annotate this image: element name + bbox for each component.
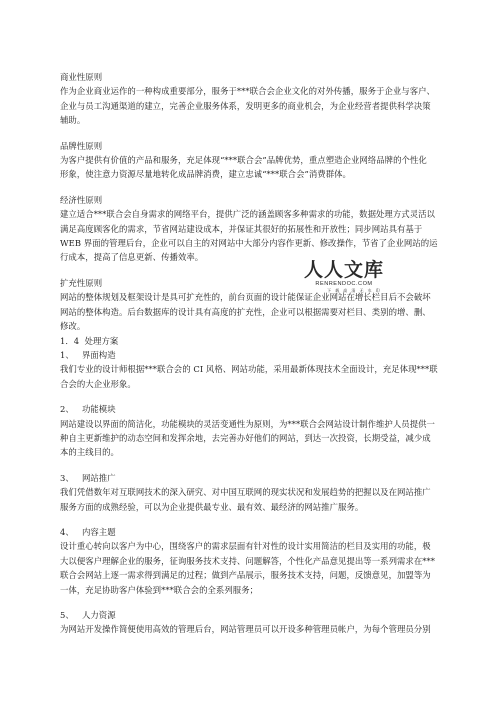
body-line: 为网站开发操作简便使用高效的管理后台，网站管理员可以开设多种管理员帐户，为每个管理员分别 (60, 624, 431, 635)
body-line: 辅助。 (60, 115, 86, 126)
section-heading: 品牌性原则 (60, 140, 103, 151)
section-heading: 商业性原则 (60, 72, 103, 82)
body-line: 作为企业商业运作的一种构成重要部分，服务于***联合会企业文化的对外传播，服务于企业与客户、 (60, 86, 435, 97)
body-line: WEB 界面的管理后台，企业可以自主的对网站中大部分内容作更新、修改操作，节省了企业网站的运 (60, 238, 438, 249)
body-line: 我们凭借数年对互联网技术的深入研究、对中国互联网的现实状况和发展趋势的把握以及在网站推广 (60, 487, 431, 498)
body-line: 建立适合***联合会自身需求的网络平台，提供广泛的涵盖顾客多种需求的功能，数据处理方式灵活以 (60, 209, 435, 220)
body-line: 大以便客户理解企业的服务，征询服务技术支持、问题解答，个性化产品意见提出等一系列需求在*** (60, 555, 435, 566)
section-heading: 经济性原则 (60, 194, 103, 205)
body-line: 网站建设以界面的简洁化，功能模块的灵活变通性为原则，为***联合会网站设计制作维护人员提供一 (60, 418, 435, 429)
body-line: 行成本，提高了信息更新、传播效率。 (60, 252, 204, 263)
watermark-logo (301, 259, 387, 299)
section-heading: 扩充性原则 (60, 277, 103, 288)
body-line: 网站的整体构造。后台数据库的设计具有高度的扩充性，企业可以根据需要对栏目、类别的增、删、 (60, 306, 431, 317)
body-line: 合会的大企业形象。 (60, 378, 136, 389)
body-line: 我们专业的设计师根据***联合会的 CI 风格、网站功能，采用最新体现技术全面设计，充足体现***联 (60, 364, 438, 375)
section-heading: 2、 功能模块 (60, 404, 116, 415)
body-line: 本的主线目的。 (60, 447, 119, 458)
body-line: 一体，充足协助客户体验到***联合会的全系列服务； (60, 584, 259, 595)
subsection-title: 1．4 处理方案 (60, 335, 119, 346)
body-line: 种自主更新维护的动态空间和发挥余地，去完善办好他们的网站，到达一次投资，长期受益，减少成 (60, 432, 431, 443)
body-line: 网站的整体规划及框架设计是具可扩充性的，前台页面的设计能保证企业网站在增长栏目后不会破坏 (60, 292, 431, 303)
section-heading: 4、 内容主题 (60, 526, 116, 537)
body-line: 为客户提供有价值的产品和服务，充足体现“***联合会”品牌优势，重点塑造企业网络品牌的个性化 (60, 155, 427, 166)
body-line: 企业与员工沟通渠道的建立，完善企业服务体系，发明更多的商业机会，为企业经营者提供科学决策 (60, 100, 431, 111)
document-page (60, 70, 455, 637)
body-line: 形象，使注意力资源尽量地转化成品牌消费，建立忠诚“***联合会”消费群体。 (60, 169, 351, 180)
body-line: 服务方面的成熟经验，可以为企业提供最专业、最有效、最经济的网站推广服务。 (60, 501, 364, 512)
body-line: 联合会网站上逐一需求得到满足的过程；做到产品展示，服务技术支持，问题，反馈意见，加盟等为 (60, 570, 431, 581)
subsection-item: 1、 界面构造 (60, 349, 116, 360)
body-line: 设计重心转向以客户为中心，围绕客户的需求层面有针对性的设计实用简洁的栏目及实用的功能，极 (60, 541, 431, 552)
watermark-subtitle: 下 载 高 清 无 水 印 (327, 288, 381, 293)
watermark-title: 人人文库 (303, 259, 384, 281)
section-heading: 5、 人力资源 (60, 610, 116, 620)
section-heading: 3、 网站推广 (60, 472, 116, 483)
watermark-url: RENRENDOC.COM (315, 281, 373, 287)
body-line: 满足高度顾客化的需求，节省网站建设成本，并保证其很好的拓展性和开放性；同步网站具有基于 (60, 223, 423, 234)
body-line: 修改。 (60, 321, 86, 332)
